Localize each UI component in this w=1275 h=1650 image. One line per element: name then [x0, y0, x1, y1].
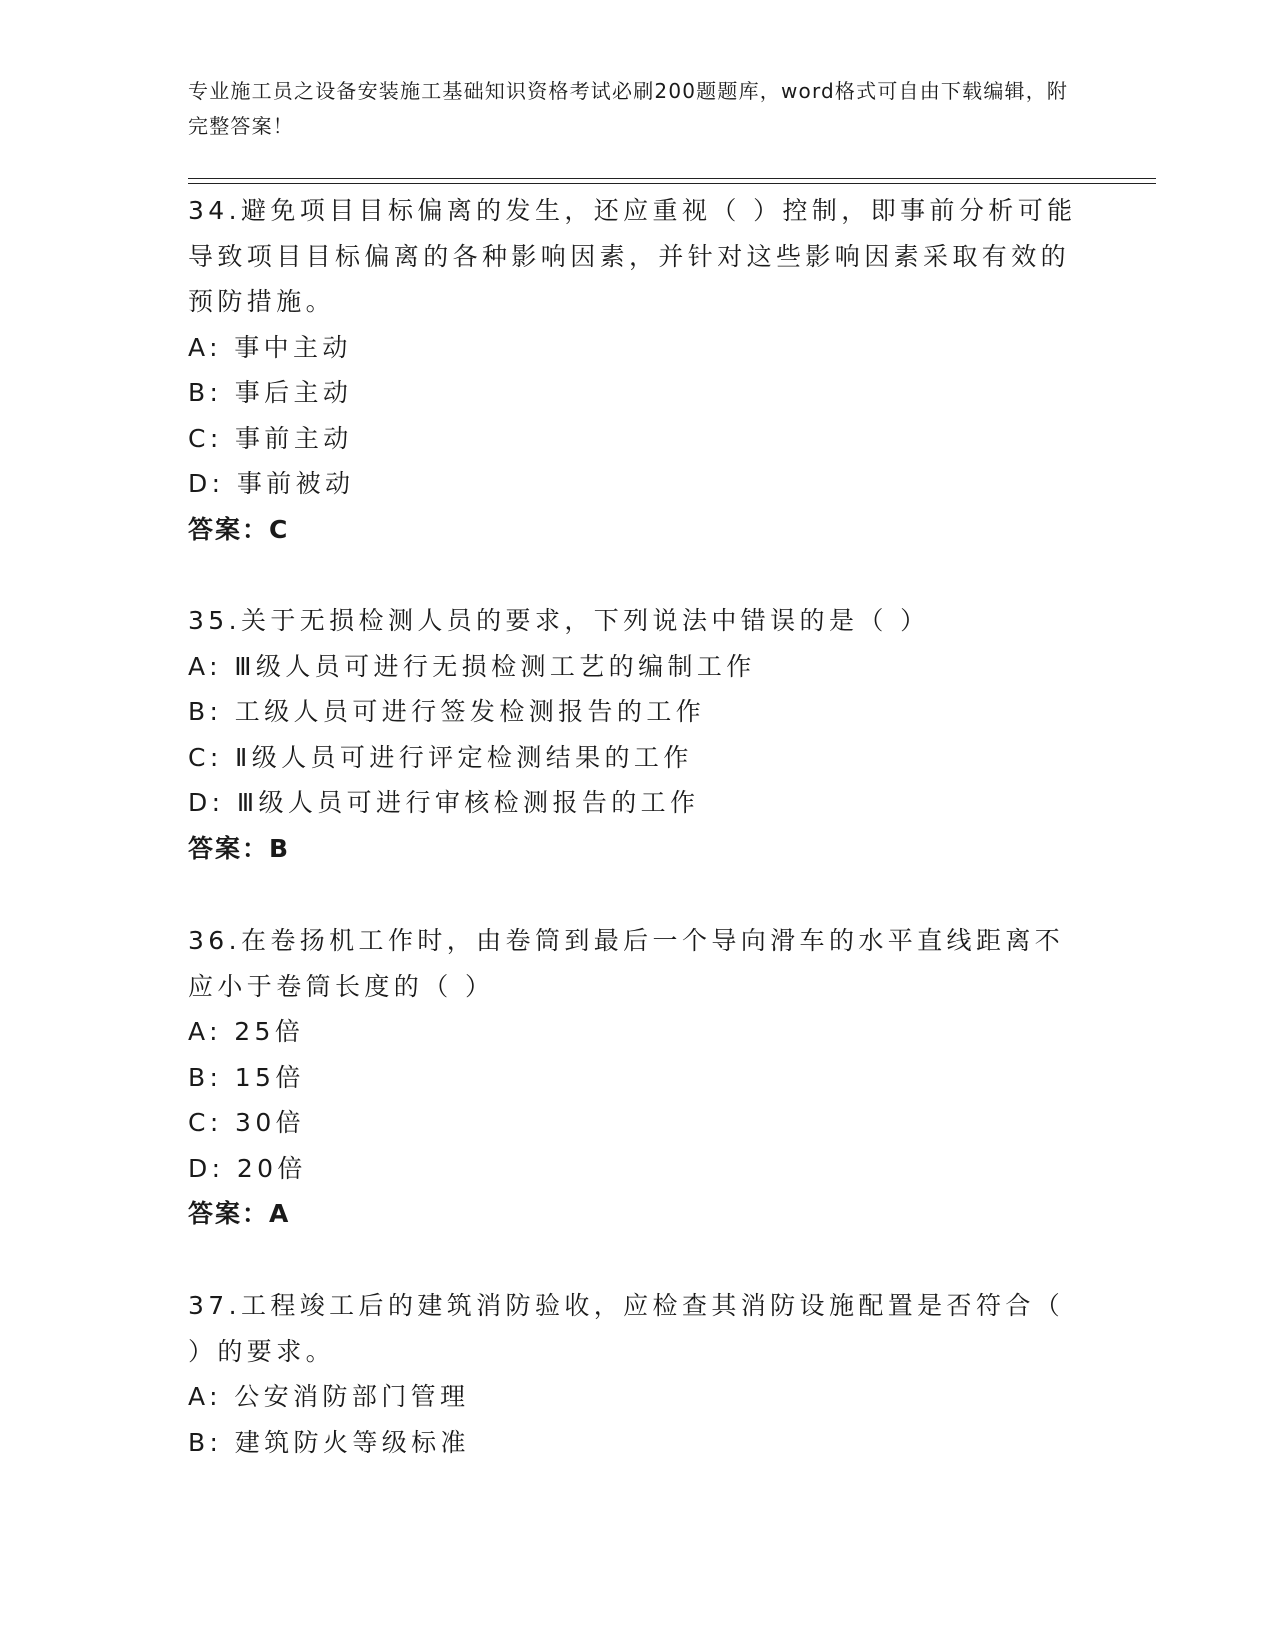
option-d: D: 事前被动 — [188, 469, 355, 498]
question-stem: 36.在卷扬机工作时，由卷筒到最后一个导向滑车的水平直线距离不应小于卷筒长度的（ ） — [188, 926, 1065, 1001]
option-b: B: 事后主动 — [188, 378, 353, 407]
question-stem: 35.关于无损检测人员的要求，下列说法中错误的是（ ） — [188, 606, 930, 635]
option-a: A: 公安消防部门管理 — [188, 1382, 470, 1411]
option-b: B: 工级人员可进行签发检测报告的工作 — [188, 697, 706, 726]
option-b: B: 建筑防火等级标准 — [188, 1427, 470, 1457]
option-c: C: 事前主动 — [188, 423, 353, 453]
option-d: D: 20倍 — [188, 1153, 307, 1183]
option-c: C: 30倍 — [188, 1108, 306, 1137]
option-a: A: Ⅲ级人员可进行无损检测工艺的编制工作 — [188, 651, 756, 681]
header-divider-top — [188, 178, 1156, 179]
option-c: C: Ⅱ级人员可进行评定检测结果的工作 — [188, 742, 693, 772]
question-stem: 37.工程竣工后的建筑消防验收，应检查其消防设施配置是否符合（ ）的要求。 — [188, 1291, 1065, 1366]
question-37 — [188, 1283, 1188, 1465]
option-a: A: 事中主动 — [188, 332, 352, 362]
answer-label: 答案：C — [188, 514, 290, 544]
question-36 — [188, 918, 1188, 1237]
question-stem: 34.避免项目目标偏离的发生，还应重视（ ）控制，即事前分析可能导致项目目标偏离的各种影响因素，并针对这些影响因素采取有效的预防措施。 — [188, 196, 1077, 316]
header-divider-bottom — [188, 183, 1156, 184]
document-header: 专业施工员之设备安装施工基础知识资格考试必刷200题题库，word格式可自由下载编辑，附完整答案！ — [188, 79, 1069, 138]
option-d: D: Ⅲ级人员可进行审核检测报告的工作 — [188, 788, 700, 817]
answer-label: 答案：B — [188, 833, 291, 863]
option-a: A: 25倍 — [188, 1017, 305, 1046]
question-35 — [188, 598, 1188, 871]
answer-label: 答案：A — [188, 1199, 291, 1228]
option-b: B: 15倍 — [188, 1062, 305, 1092]
question-34 — [188, 188, 1188, 552]
